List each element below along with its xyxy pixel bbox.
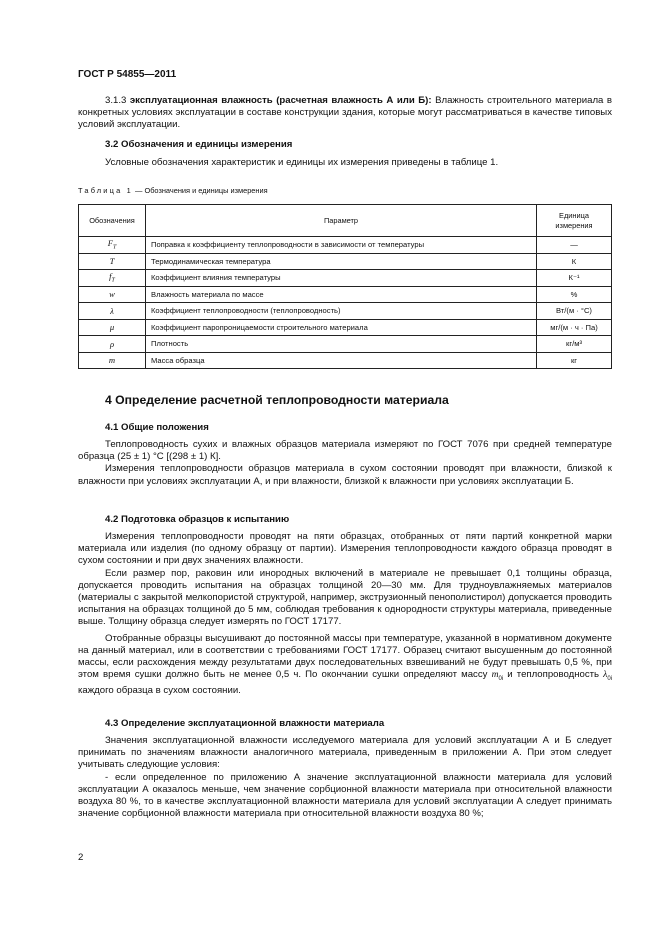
header-param: Параметр	[146, 205, 537, 237]
section-4-2-title: 4.2 Подготовка образцов к испытанию	[105, 514, 290, 525]
table-header-row	[79, 205, 612, 237]
symbol-cell: m	[79, 352, 146, 369]
section-4-1-p1: Теплопроводность сухих и влажных образцов материала измеряют по ГОСТ 7076 при средней температуре образца (25 ± 1) °С [(298 ± 1) К].	[78, 439, 612, 463]
section-3-1-3	[78, 95, 612, 132]
unit-cell: К⁻¹	[537, 270, 612, 287]
section-3-2	[78, 139, 612, 169]
unit-cell: К	[537, 253, 612, 270]
symbol-cell: T	[79, 253, 146, 270]
symbol-cell: ρ	[79, 336, 146, 353]
table-row	[79, 253, 612, 270]
unit-cell: мг/(м · ч · Па)	[537, 319, 612, 336]
section-4-1-title: 4.1 Общие положения	[105, 422, 209, 433]
paragraph-3-1-3: 3.1.3 эксплуатационная влажность (расчетная влажность А или Б): Влажность строительного материала в конкретных условиях эксплуатации в составе конструкции здания, которые могут рассматриваться в качестве типовых условий эксплуатации.	[78, 95, 613, 131]
section-3-2-title: 3.2 Обозначения и единицы измерения	[105, 139, 293, 150]
parameter-cell: Масса образца	[146, 352, 537, 369]
section-4-2-p3: Отобранные образцы высушивают до постоянной массы при температуре, указанной в нормативном документе на данный материал, или в соответствии с требованиями ГОСТ 17177. Образец считают высушенным до постоянной массы, если расхождения между результатами двух последовательных взвешиваний не будут превышать 0,5 %, при этом время сушки должно быть не менее 0,5 ч. По окончании сушки определяют массу $m_{0i}$ и теплопроводность $\lambda_{0i}$ каждого образца в сухом состоянии.	[78, 632, 612, 697]
parameter-cell: Влажность материала по массе	[146, 286, 537, 303]
table-row	[79, 303, 612, 320]
section-4-3	[78, 718, 612, 820]
section-4-3-p2: - если определенное по приложению А значение эксплуатационной влажности материала для условий эксплуатации А оказалось меньше, чем значение сорбционной влажности материала при относительной влажности воздуха 80 %, то в качестве эксплуатационной влажности материала для условий эксплуатации А следует принимать значение сорбционной влажности материала при относительной влажности воздуха 80 %;	[78, 771, 612, 820]
term-operational-humidity: эксплуатационная влажность (расчетная влажность А или Б):	[129, 95, 432, 106]
parameter-cell: Плотность	[146, 336, 537, 353]
section-3-2-text: Условные обозначения характеристик и единицы их измерения приведены в таблице 1.	[105, 157, 499, 168]
running-header: ГОСТ Р 54855—2011	[78, 69, 177, 80]
parameter-cell: Поправка к коэффициенту теплопроводности в зависимости от температуры	[146, 237, 537, 254]
symbols-table	[78, 204, 612, 369]
unit-cell: Вт/(м · °С)	[537, 303, 612, 320]
parameter-cell: Термодинамическая температура	[146, 253, 537, 270]
unit-cell: кг	[537, 352, 612, 369]
symbol-cell: λ	[79, 303, 146, 320]
symbol-cell: w	[79, 286, 146, 303]
parameter-cell: Коэффициент влияния температуры	[146, 270, 537, 287]
table-body	[79, 237, 612, 369]
header-unit: Единица измерения	[537, 205, 612, 237]
symbol-cell: $F_T$	[79, 237, 146, 254]
symbol-cell: $f_T$	[79, 270, 146, 287]
section-4-title: 4 Определение расчетной теплопроводности материала	[105, 393, 449, 407]
symbol-cell: μ	[79, 319, 146, 336]
section-4-1	[78, 422, 612, 488]
unit-cell: %	[537, 286, 612, 303]
header-symbol: Обозначения	[79, 205, 146, 237]
table-row	[79, 270, 612, 287]
table-row	[79, 286, 612, 303]
section-4-2-p2: Если размер пор, раковин или инородных включений в материале не превышает 0,1 толщины образца, допускается проводить испытания на образцах толщиной 20—30 мм. Для трудноувлажняемых материалов (материалы с закрытой мелкопористой структурой, например, экструзионный пенополистирол) допускается проводить испытания на образцах толщиной до 5 мм, соблюдая требования к однородности структуры материала, приведенные выше. Толщину образца следует измерять по ГОСТ 17177.	[78, 567, 612, 628]
table-row	[79, 319, 612, 336]
page-number: 2	[78, 852, 84, 863]
section-4-2-p1: Измерения теплопроводности проводят на пяти образцах, отобранных от пяти партий конкретной марки материала или изделия (по одному образцу от партии). Измерения теплопроводности каждого образца проводят в сухом состоянии и при двух значениях влажности.	[78, 531, 612, 567]
unit-cell: кг/м³	[537, 336, 612, 353]
table-caption: Таблица 1 — Обозначения и единицы измерения	[78, 186, 268, 195]
unit-cell: —	[537, 237, 612, 254]
table-row	[79, 352, 612, 369]
section-4-3-p1: Значения эксплуатационной влажности исследуемого материала для условий эксплуатации А и Б следует принимать по значениям влажности аналогичного материала, приведенным в приложении А. При этом следует учитывать следующие условия:	[78, 735, 612, 771]
table-row	[79, 237, 612, 254]
table-row	[79, 336, 612, 353]
section-4-3-title: 4.3 Определение эксплуатационной влажности материала	[105, 718, 385, 729]
parameter-cell: Коэффициент паропроницаемости строительного материала	[146, 319, 537, 336]
parameter-cell: Коэффициент теплопроводности (теплопроводность)	[146, 303, 537, 320]
section-4-2	[78, 514, 612, 698]
section-4-1-p2: Измерения теплопроводности образцов материала в сухом состоянии проводят при влажности, близкой к влажности при условиях эксплуатации А, и при влажности, близкой к влажности при условиях эксплуатации Б.	[78, 463, 612, 487]
